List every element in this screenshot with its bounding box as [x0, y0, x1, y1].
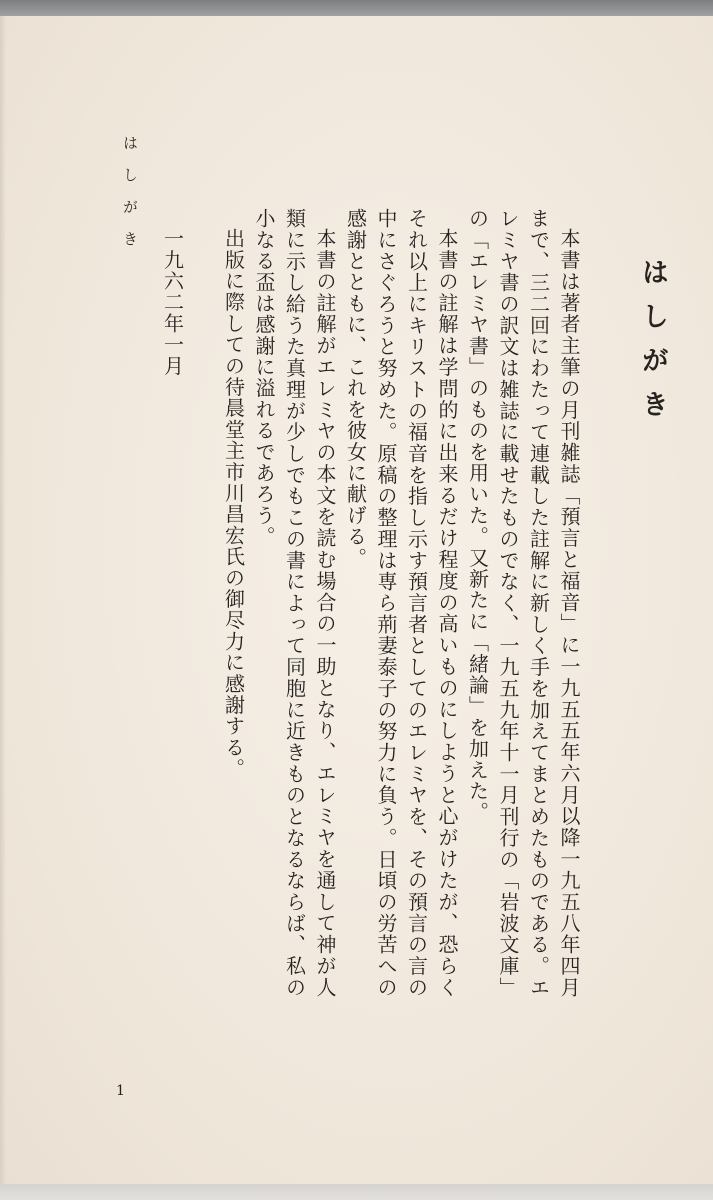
preface-body	[84, 208, 584, 998]
preface-paragraph-1: 本書は著者主筆の月刊雑誌「預言と福音」に一九五五年六月以降一九五八年四月まで、三二回にわたって連載した註解に新しく手を加えてまとめたものである。エレミヤ書の訳文は雑誌に載せたものでなく、一九五九年十一月刊行の「岩波文庫」の「エレミヤ書」のものを用いた。又新たに「緒論」を加えた。	[465, 208, 581, 998]
preface-date: 一九六二年一月	[160, 228, 185, 377]
scan-border-bottom	[0, 1184, 713, 1200]
preface-paragraph-4: 出版に際しての待晨堂主市川昌宏氏の御尽力に感謝する。	[221, 228, 246, 780]
running-head: はしがき	[121, 135, 139, 263]
paragraph-spacer	[188, 208, 219, 998]
page-edge-shadow	[0, 16, 6, 1184]
preface-paragraph-2: 本書の註解は学問的に出来るだけ程度の高いものにしようと心がけたが、恐らくそれ以上にキリストの福音を指し示す預言者としてのエレミヤを、その預言の言の中にさぐろうと努めた。原稿の整理は専ら荊妻泰子の努力に負う。日頃の労苦への感謝とともに、これを彼女に献げる。	[343, 208, 459, 998]
preface-paragraph-3: 本書の註解がエレミヤの本文を読む場合の一助となり、エレミヤを通して神が人類に示し給うた真理が少しでもこの書によって同胞に近きものとなるならば、私の小なる盃は感謝に溢れるであろう。	[252, 208, 337, 998]
page-number: 1	[116, 1083, 125, 1099]
scan-border-top	[0, 0, 713, 16]
page-title: はしがき	[637, 258, 668, 434]
